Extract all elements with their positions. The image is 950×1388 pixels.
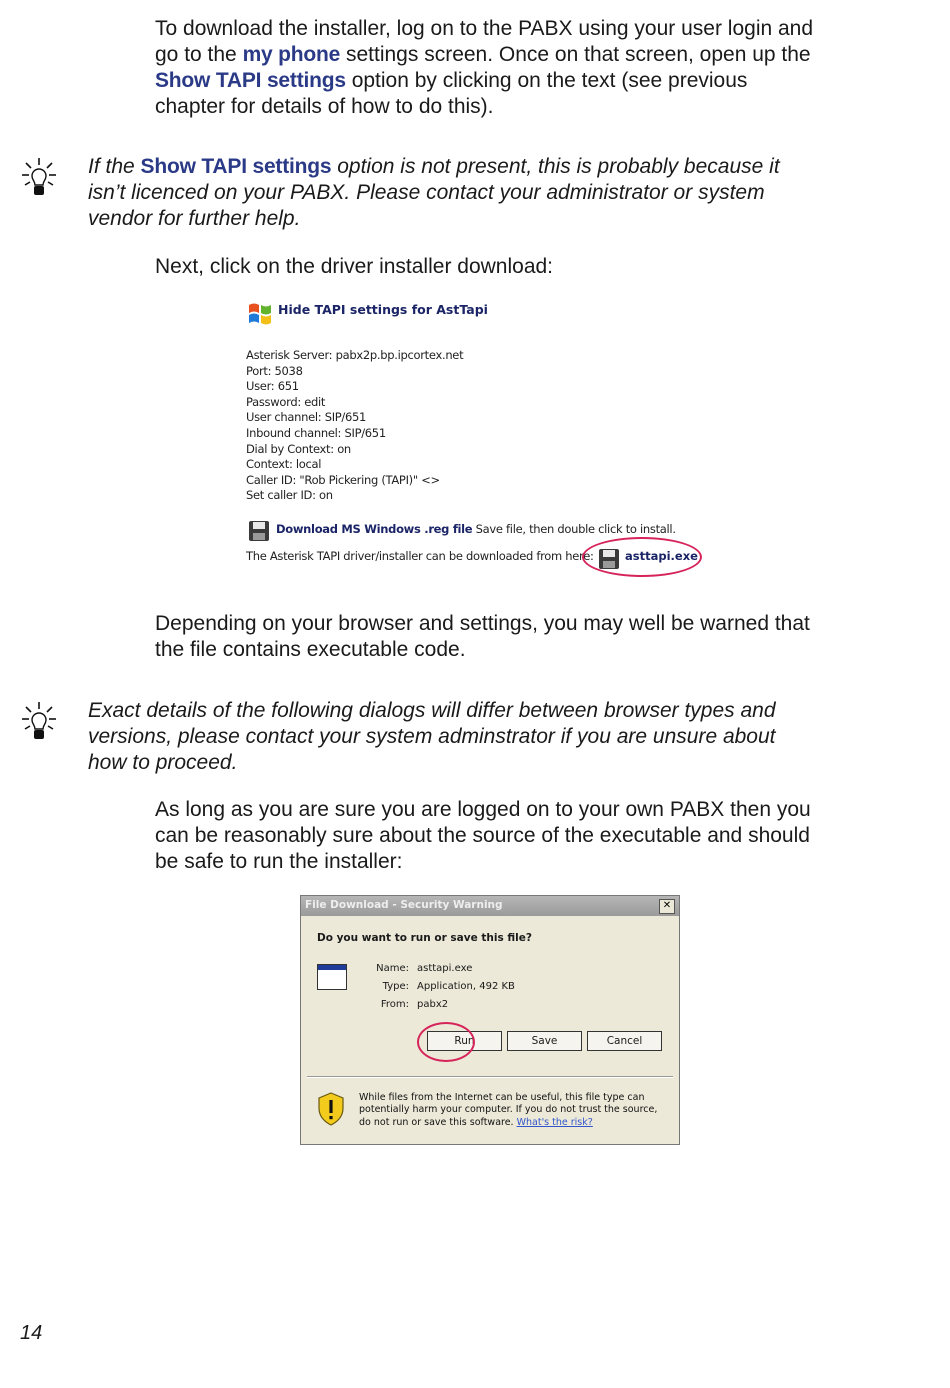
- run-button[interactable]: Run: [427, 1031, 502, 1051]
- info-line: Dial by Context: on: [246, 441, 351, 456]
- info-line: Inbound channel: SIP/651: [246, 425, 386, 440]
- cancel-button[interactable]: Cancel: [587, 1031, 662, 1051]
- from-value: pabx2: [417, 999, 449, 1010]
- info-line: User channel: SIP/651: [246, 410, 367, 425]
- application-file-icon: [317, 964, 347, 990]
- type-value: Application, 492 KB: [417, 981, 515, 992]
- intro-text-3: option by clicking on the text (see previous chapter for details of how to do this).: [155, 69, 748, 118]
- name-label: Name:: [376, 963, 409, 974]
- show-tapi-term-2: Show TAPI settings: [140, 155, 332, 178]
- floppy-disk-icon: [248, 520, 270, 542]
- name-value: asttapi.exe: [417, 963, 473, 974]
- highlight-circle: [417, 1022, 475, 1062]
- lightbulb-tip-icon: [20, 156, 58, 200]
- info-line: Port: 5038: [246, 363, 303, 378]
- dialog-title-bar: [301, 896, 679, 916]
- lightbulb-tip-icon: [20, 700, 58, 744]
- from-label: From:: [380, 999, 409, 1010]
- show-tapi-term: Show TAPI settings: [155, 69, 346, 92]
- info-line: Asterisk Server: pabx2p.bp.ipcortex.net: [246, 348, 464, 362]
- dialog-title: File Download - Security Warning: [305, 899, 503, 911]
- type-label: Type:: [382, 981, 409, 992]
- dialog-warning-text: [359, 1092, 671, 1129]
- intro-text-2: settings screen. Once on that screen, open up the: [340, 43, 811, 66]
- safe-to-run-paragraph: As long as you are sure you are logged on to your own PABX then you can be reasonably sure about the source of the executable and should be safe to run the installer:: [155, 798, 811, 873]
- whats-the-risk-link[interactable]: What's the risk?: [516, 1116, 593, 1128]
- tip1-text-2: option is not present, this is probably because it isn’t licenced on your PABX. Please contact your administrator or system vendor for further help.: [88, 155, 780, 230]
- highlight-circle: [582, 537, 702, 577]
- reg-file-row: [276, 522, 676, 536]
- tip1-text-1: If the: [88, 155, 141, 178]
- tapi-info-list: [246, 348, 463, 504]
- reg-file-note: Save file, then double click to install.: [472, 522, 676, 536]
- warning-paragraph: Depending on your browser and settings, you may well be warned that the file contains executable code.: [155, 612, 810, 661]
- tip-browser-dialogs: Exact details of the following dialogs will differ between browser types and versions, please contact your system adminstrator if you are unsure about how to proceed.: [88, 699, 776, 774]
- info-line: Password: edit: [246, 394, 326, 409]
- close-icon[interactable]: ✕: [659, 899, 675, 914]
- info-line: Context: local: [246, 457, 322, 472]
- intro-text-1: To download the installer, log on to the PABX using your user login and go to the: [155, 17, 814, 66]
- shield-warning-icon: [317, 1092, 345, 1126]
- page-number: 14: [20, 1322, 43, 1344]
- asttapi-exe-link[interactable]: asttapi.exe: [625, 549, 698, 563]
- next-step-paragraph: Next, click on the driver installer download:: [155, 255, 554, 278]
- tapi-settings-screenshot: [244, 296, 714, 586]
- hide-tapi-settings-link[interactable]: Hide TAPI settings for AstTapi: [278, 302, 488, 317]
- info-line: Caller ID: "Rob Pickering (TAPI)" <>: [246, 472, 440, 487]
- warning-body: While files from the Internet can be useful, this file type can potentially harm your computer. If you do not trust the source, do not run or save this software.: [359, 1092, 658, 1128]
- info-line: User: 651: [246, 379, 299, 394]
- windows-logo-icon: [246, 300, 274, 326]
- dialog-divider: [307, 1076, 673, 1078]
- dialog-question: Do you want to run or save this file?: [317, 932, 532, 944]
- file-download-dialog: [300, 895, 680, 1145]
- tip-licence: [88, 154, 788, 232]
- my-phone-term: my phone: [242, 43, 341, 66]
- save-button[interactable]: Save: [507, 1031, 582, 1051]
- driver-download-text: The Asterisk TAPI driver/installer can be downloaded from here:: [246, 549, 594, 563]
- info-line: Set caller ID: on: [246, 488, 333, 503]
- intro-paragraph: [155, 16, 815, 120]
- download-reg-file-link[interactable]: Download MS Windows .reg file: [276, 522, 473, 536]
